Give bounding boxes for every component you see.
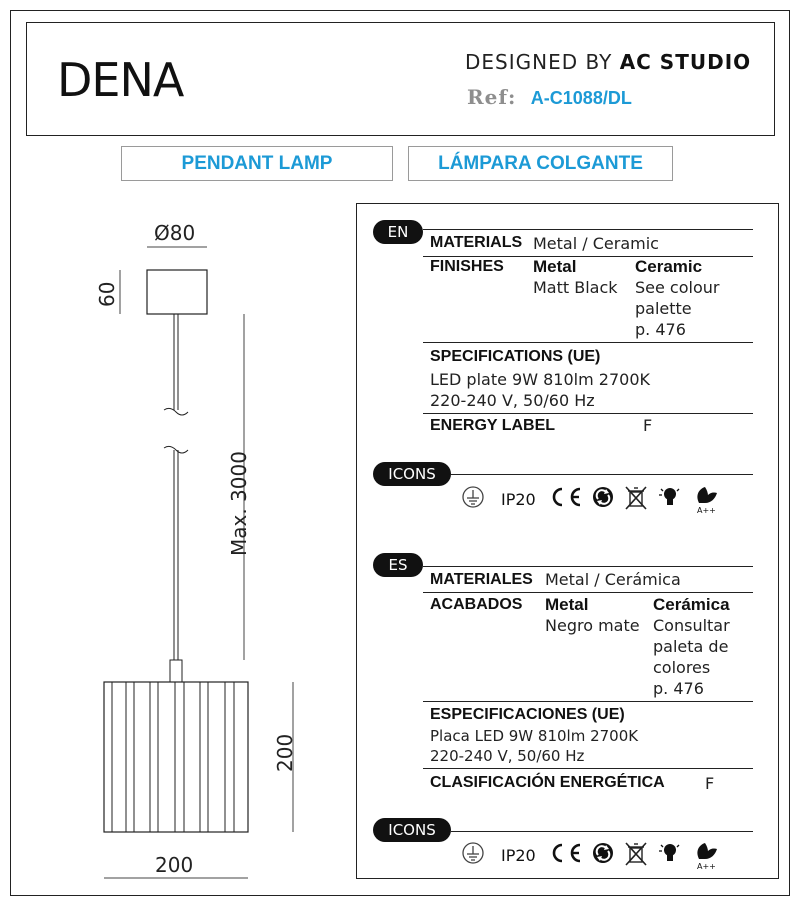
- ip-rating: IP20: [501, 490, 536, 509]
- acabado-ceramica-line3: colores: [653, 658, 711, 677]
- finishes-label: FINISHES: [430, 258, 504, 275]
- canopy-height-label: 60: [95, 281, 119, 307]
- especificaciones-line1: Placa LED 9W 810lm 2700K: [430, 727, 639, 745]
- ref-code: A-C1088/DL: [530, 88, 632, 108]
- materiales-label: MATERIALES: [430, 571, 533, 588]
- acabado-metal-value: Negro mate: [545, 616, 640, 635]
- ce-mark-icon: [548, 841, 584, 865]
- shade-width-label: 200: [155, 853, 194, 877]
- acabado-ceramica-head: Cerámica: [653, 595, 730, 614]
- canopy-diameter-label: Ø80: [154, 221, 196, 245]
- earth-ground-icon: [461, 841, 485, 865]
- icons-badge-en: ICONS: [373, 462, 451, 486]
- ip-rating: IP20: [501, 846, 536, 865]
- canopy-shape: [147, 270, 207, 314]
- finish-ceramic-line3: p. 476: [635, 320, 686, 339]
- led-bulb-icon: [658, 485, 682, 511]
- designer-credit: [465, 50, 751, 74]
- recycle-icon: [591, 841, 615, 865]
- materials-label: MATERIALS: [430, 234, 523, 251]
- recycle-icon: [591, 485, 615, 509]
- ref-label: Ref:: [467, 85, 517, 109]
- acabado-metal-head: Metal: [545, 595, 589, 614]
- finish-ceramic-line1: See colour: [635, 278, 720, 297]
- lang-badge-en: EN: [373, 220, 423, 244]
- weee-bin-icon: [624, 841, 648, 867]
- acabado-ceramica-line2: paleta de: [653, 637, 729, 656]
- energy-class-text: A++: [697, 862, 716, 871]
- specs-line2: 220-240 V, 50/60 Hz: [430, 391, 595, 410]
- materials-value: Metal / Ceramic: [533, 234, 659, 253]
- spec-panel: [356, 203, 779, 879]
- cable-break-bottom: [164, 446, 188, 453]
- icons-row-en: [461, 485, 751, 515]
- finish-ceramic-head: Ceramic: [635, 257, 703, 276]
- ce-mark-icon: [548, 485, 584, 509]
- earth-ground-icon: [461, 485, 485, 509]
- studio-name: AC STUDIO: [619, 50, 752, 74]
- clasificacion-label: CLASIFICACIÓN ENERGÉTICA: [430, 774, 665, 791]
- header-box: [26, 22, 775, 136]
- energy-value: F: [643, 416, 653, 435]
- cable-break-top: [164, 408, 188, 415]
- category-es: LÁMPARA COLGANTE: [408, 146, 673, 181]
- shade-height-label: 200: [273, 733, 297, 772]
- finish-ceramic-line2: palette: [635, 299, 692, 318]
- energy-class-text: A++: [697, 506, 716, 515]
- acabados-label: ACABADOS: [430, 596, 523, 613]
- specs-line1: LED plate 9W 810lm 2700K: [430, 370, 650, 389]
- specs-label: SPECIFICATIONS (UE): [430, 348, 601, 365]
- eco-leaf-a-plus-plus-icon: [691, 485, 719, 515]
- acabado-ceramica-line4: p. 476: [653, 679, 704, 698]
- technical-drawing: [80, 210, 340, 900]
- energy-label: ENERGY LABEL: [430, 417, 556, 434]
- materiales-value: Metal / Cerámica: [545, 570, 681, 589]
- reference-row: [467, 85, 632, 109]
- icons-row-es: [461, 841, 751, 871]
- especificaciones-line2: 220-240 V, 50/60 Hz: [430, 747, 585, 765]
- eco-leaf-a-plus-plus-icon: [691, 841, 719, 871]
- product-name: DENA: [57, 53, 184, 107]
- clasificacion-value: F: [705, 774, 715, 793]
- weee-bin-icon: [624, 485, 648, 511]
- shade-ribs: [112, 682, 234, 832]
- especificaciones-label: ESPECIFICACIONES (UE): [430, 706, 625, 723]
- category-en: PENDANT LAMP: [121, 146, 393, 181]
- lang-badge-es: ES: [373, 553, 423, 577]
- finish-metal-value: Matt Black: [533, 278, 618, 297]
- finish-metal-head: Metal: [533, 257, 577, 276]
- led-bulb-icon: [658, 841, 682, 867]
- icons-badge-es: ICONS: [373, 818, 451, 842]
- designed-by-prefix: DESIGNED BY: [465, 50, 613, 74]
- cable-length-label: Max. 3000: [227, 451, 251, 556]
- acabado-ceramica-line1: Consultar: [653, 616, 730, 635]
